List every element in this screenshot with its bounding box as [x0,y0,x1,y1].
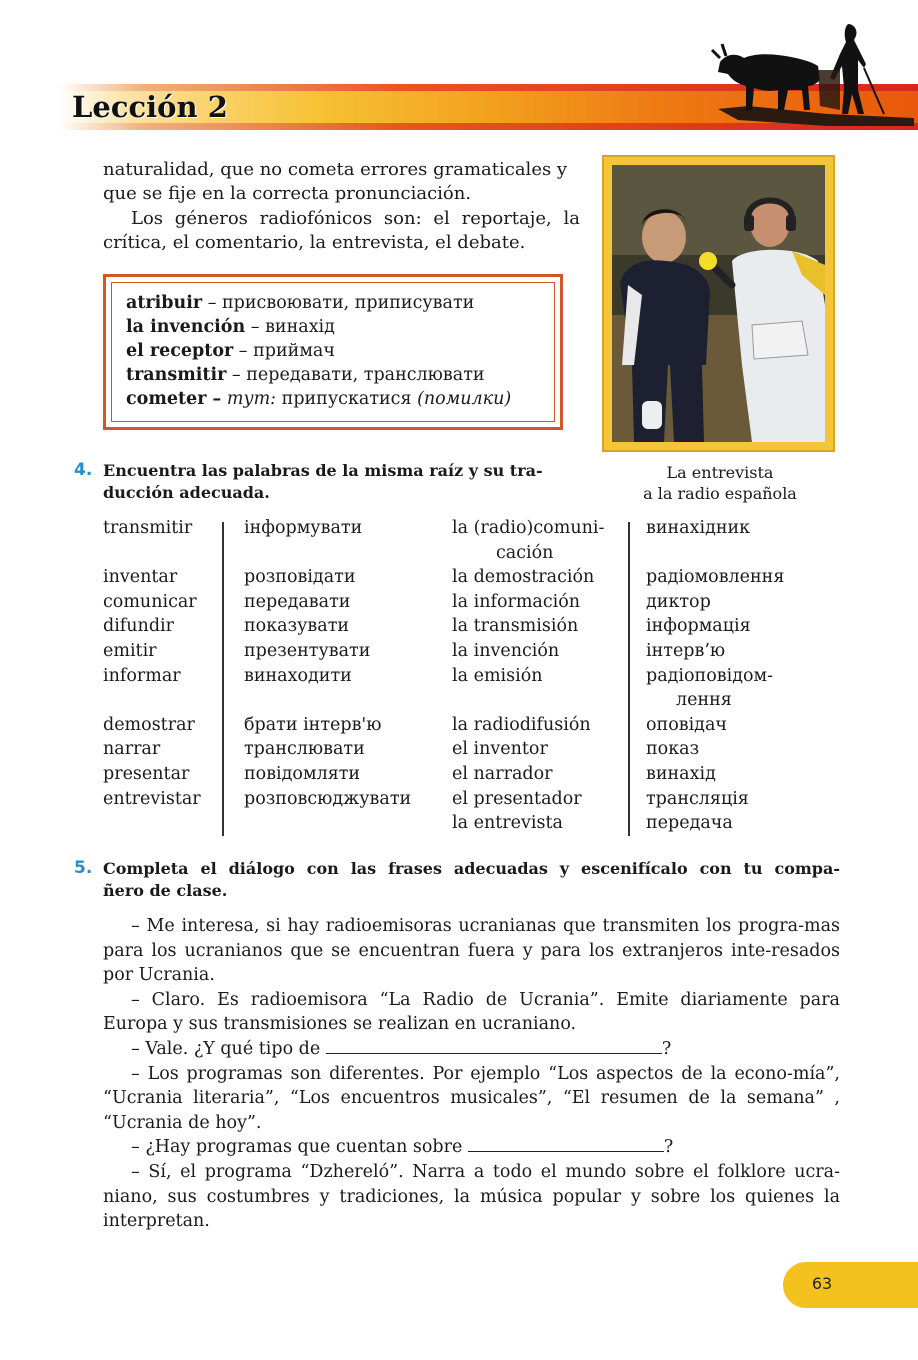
word-item: emitir [103,640,157,661]
word-item: cación [496,542,554,563]
word-item: la invención [452,640,560,661]
interview-photo [612,165,825,442]
word-item: comunicar [103,591,197,612]
word-item: difundir [103,616,174,637]
word-item: трансляція [646,788,749,809]
word-item [646,541,784,566]
exercise-4-column-spanish-nouns [452,516,604,836]
photo-frame [602,155,835,452]
word-item [244,688,411,713]
word-item: радіомовлення [646,567,785,588]
word-item: радіоповідом- [646,665,774,686]
word-item: розповсюджувати [244,788,412,809]
vocab-item: el receptor – приймач [126,341,335,361]
intro-line-1: naturalidad, que no cometa errores gramaticales y [103,159,568,180]
dialogue-line: – Claro. Es radioemisora “La Radio de Ucrania”. Emite diariamente para Europa y sus transmisiones se realizan en ucraniano. [103,989,840,1035]
photo-caption-line-2: a la radio española [643,484,797,503]
word-item: inventar [103,567,178,588]
exercise-4-column-spanish-verbs [103,516,201,811]
word-item: інтерв’ю [646,640,726,661]
word-item [452,688,604,713]
vocab-item: transmitir – передавати, транслювати [126,365,485,385]
photo-caption [600,462,840,504]
word-item: transmitir [103,518,193,538]
word-item: повідомляти [244,763,361,784]
word-item: брати інтерв'ю [244,714,382,735]
word-item: entrevistar [103,788,201,809]
column-divider [628,522,630,836]
exercise-4-column-ukrainian-verbs [244,516,411,811]
word-item: диктор [646,591,711,612]
bullfighter-logo [708,14,914,132]
word-item: la (radio)comuni- [452,518,605,538]
word-item [103,688,201,713]
vocab-item: cometer – тут: припускатися (помилки) [126,389,512,409]
exercise-5-instruction-line-1: Completa el diálogo con las frases adecuadas y escenifícalo con tu compa- [103,859,840,878]
exercise-5-instruction-line-2: ñero de clase. [103,881,228,900]
dialogue-line: – Sí, el programa “Dzhereló”. Narra a todo el mundo sobre el folklore ucra-niano, sus costumbres y tradiciones, la música popular y sobre los quienes la interpretan. [103,1161,840,1232]
fill-in-blank[interactable] [468,1135,664,1152]
interview-illustration [612,165,825,442]
word-item: informar [103,665,181,686]
word-item: транслювати [244,739,365,760]
word-item: la transmisión [452,616,579,637]
word-item: demostrar [103,714,195,735]
exercise-4-instruction-line-1: Encuentra las palabras de la misma raíz y su tra- [103,461,543,480]
word-item: винаходити [244,665,352,686]
word-item: narrar [103,739,161,760]
exercise-5-number: 5. [74,858,93,878]
word-item: розповідати [244,567,356,588]
vocab-item: la invención – винахід [126,317,335,337]
vocab-item: atribuir – присвоювати, приписувати [126,293,475,313]
word-item: presentar [103,763,190,784]
word-item: показ [646,739,700,760]
intro-line-4: crítica, el comentario, la entrevista, el debate. [103,232,526,253]
word-item: показувати [244,616,350,637]
word-item: лення [676,690,732,711]
dialogue-line: – Me interesa, si hay radioemisoras ucranianas que transmiten los progra-mas para los ucranianos que se encuentran fuera y para los extranjeros inte-resados por Ucrania. [103,916,840,986]
photo-caption-line-1: La entrevista [666,463,774,482]
word-item: la emisión [452,665,543,686]
exercise-4-number: 4. [74,460,93,480]
exercise-4-instruction-line-2: ducción adecuada. [103,483,270,502]
dialogue [103,914,840,1234]
dialogue-line: – Los programas son diferentes. Por ejemplo “Los aspectos de la econo-mía”, “Ucrania literaria”, “Los encuentros musicales”, “El resumen de la semana” , “Ucrania de hoy”. [103,1063,840,1133]
word-item: передавати [244,591,351,612]
word-item: la radiodifusión [452,714,591,735]
word-item: інформація [646,616,751,637]
word-item: оповідач [646,714,727,735]
word-item: la demostración [452,567,595,588]
fill-in-blank[interactable] [326,1037,662,1054]
intro-line-2: que se fije en la correcta pronunciación. [103,183,472,204]
dialogue-line: – Vale. ¿Y qué tipo de ? [131,1038,672,1059]
word-item: презентувати [244,640,371,661]
word-item: передача [646,813,733,834]
dialogue-line: – ¿Hay programas que cuentan sobre ? [131,1137,674,1158]
column-divider [222,522,224,836]
word-item: винахідник [646,518,751,538]
word-item: інформувати [244,518,363,538]
word-item: el inventor [452,739,548,760]
word-item: la entrevista [452,813,563,834]
exercise-4-column-ukrainian-nouns [646,516,784,836]
word-item: винахід [646,763,716,784]
intro-line-3: Los géneros radiofónicos son: el reportaje, la [131,208,580,229]
word-item: el narrador [452,763,553,784]
word-item [103,541,201,566]
lesson-title: Lección 2 [72,90,228,124]
page-number: 63 [811,1274,833,1293]
word-item: el presentador [452,788,582,809]
word-item: la información [452,591,581,612]
vocabulary-box [103,274,563,430]
word-item [244,541,411,566]
